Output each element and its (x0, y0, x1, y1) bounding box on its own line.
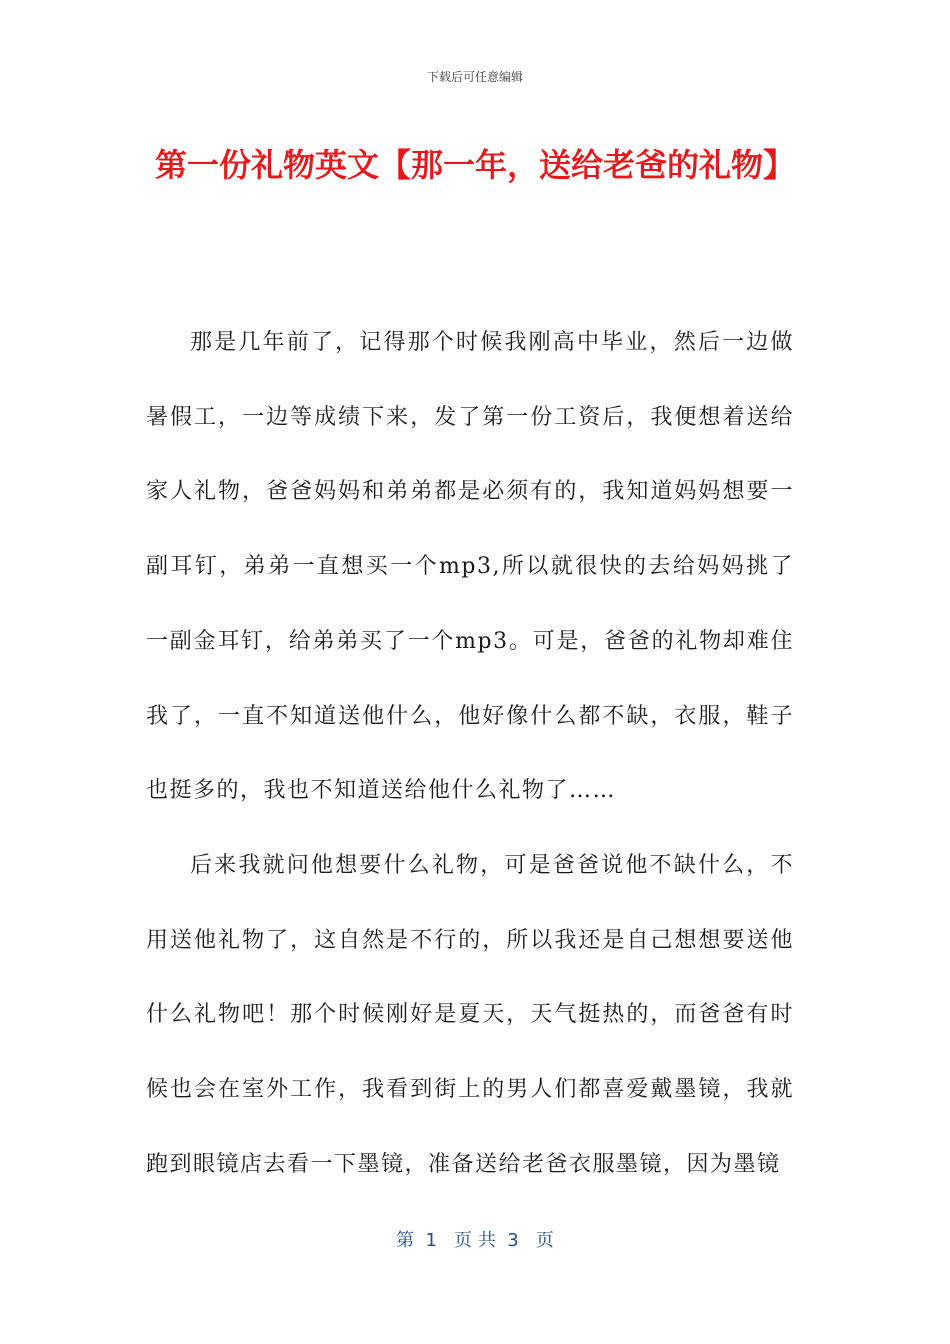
paragraph-1: 那是几年前了，记得那个时候我刚高中毕业，然后一边做暑假工，一边等成绩下来，发了第一份工资后，我便想着送给家人礼物，爸爸妈妈和弟弟都是必须有的，我知道妈妈想要一副耳钉，弟弟一直想买一个mp3,所以就很快的去给妈妈挑了一副金耳钉，给弟弟买了一个mp3。可是，爸爸的礼物却难住我了，一直不知道送他什么，他好像什么都不缺，衣服，鞋子也挺多的，我也不知道送给他什么礼物了…… (146, 330, 794, 804)
document-body (146, 306, 794, 1202)
page-number-footer: 第 1 页 共 3 页 (396, 1230, 554, 1251)
document-title: 第一份礼物英文【那一年，送给老爸的礼物】 (154, 146, 795, 184)
paragraph-2: 后来我就问他想要什么礼物，可是爸爸说他不缺什么，不用送他礼物了，这自然是不行的，所以我还是自己想想要送他什么礼物吧！那个时候刚好是夏天，天气挺热的，而爸爸有时候也会在室外工作，我看到街上的男人们都喜爱戴墨镜，我就跑到眼镜店去看一下墨镜，准备送给老爸衣服墨镜，因为墨镜 (146, 852, 794, 1177)
header-note: 下载后可任意编辑 (426, 70, 523, 84)
